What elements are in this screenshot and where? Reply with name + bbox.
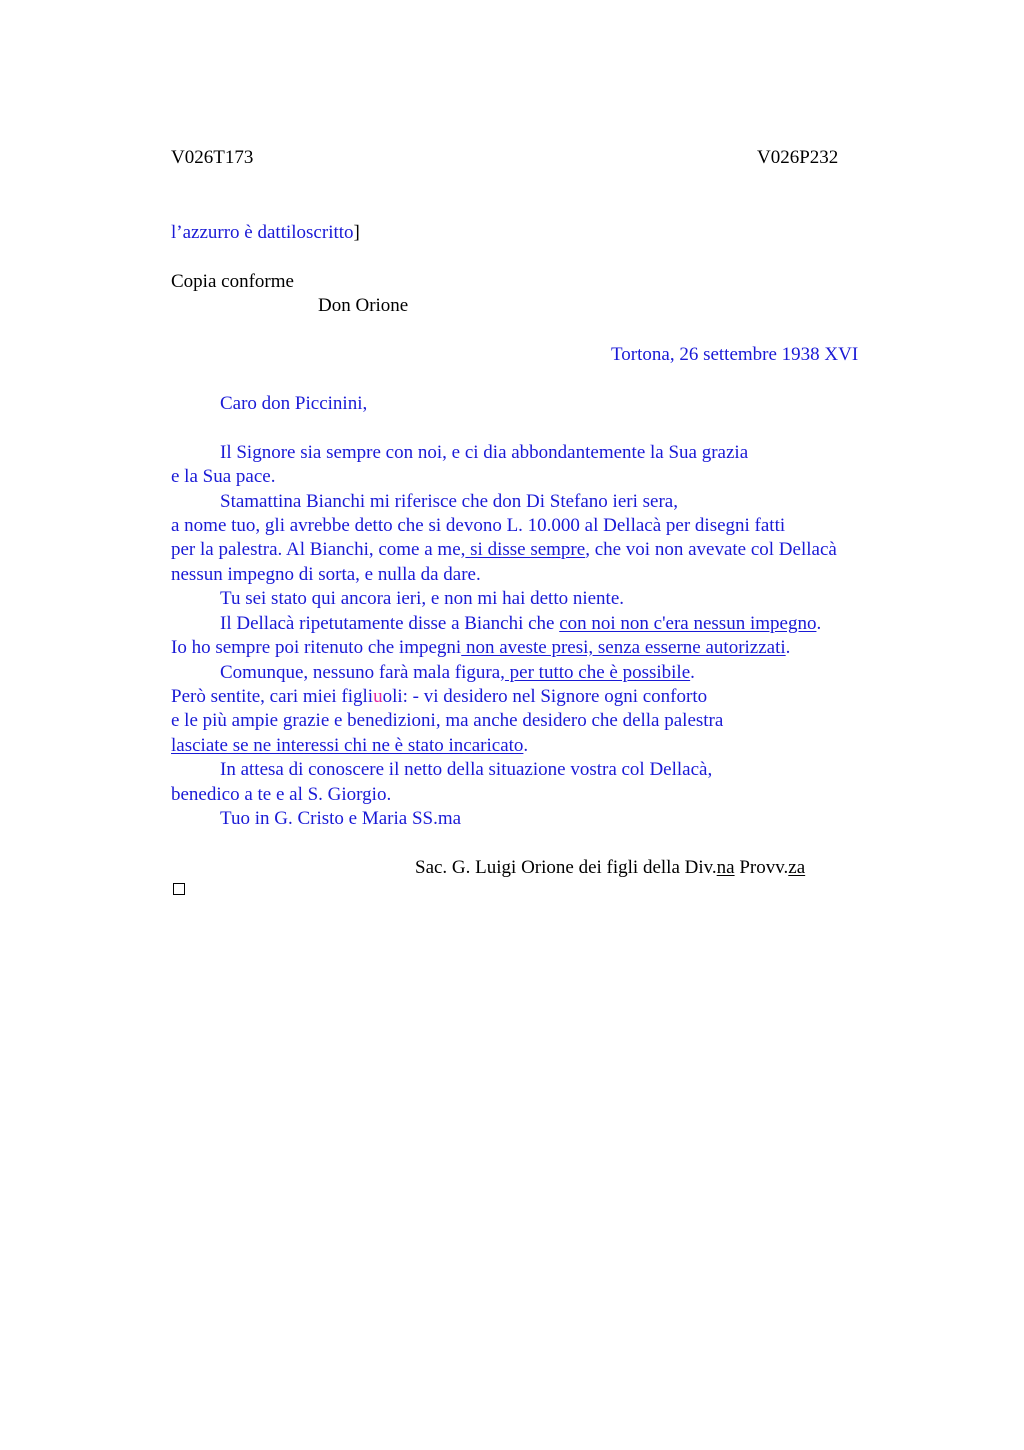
body-line-13 (171, 735, 528, 757)
body-line-5-start: per la palestra. Al Bianchi, come a me, (171, 539, 466, 560)
body-line-10-start: Comunque, nessuno farà mala figura, (220, 662, 505, 683)
signature (415, 857, 805, 879)
body-line-5 (171, 539, 837, 561)
body-line-1: Il Signore sia sempre con noi, e ci dia abbondantemente la Sua grazia (220, 442, 749, 463)
underlined-phrase: non aveste presi, senza esserne autorizzati (461, 637, 786, 658)
underlined-phrase: lasciate se ne interessi chi ne è stato incaricato (171, 735, 524, 756)
body-line-8-end: . (816, 613, 822, 634)
editorial-note-text: l’azzurro è dattiloscritto (171, 222, 354, 243)
dateline: Tortona, 26 settembre 1938 XVI (611, 344, 859, 365)
body-line-14: In attesa di conoscere il netto della situazione vostra col Dellacà, (220, 759, 713, 780)
underlined-phrase: per tutto che è possibile (504, 662, 691, 683)
body-line-9-end: . (785, 637, 791, 658)
empty-square-icon (173, 883, 185, 895)
body-line-15: benedico a te e al S. Giorgio. (171, 784, 392, 805)
body-line-11 (171, 686, 707, 708)
editorial-note-bracket: ] (353, 222, 360, 243)
body-line-8 (220, 613, 821, 635)
copy-conformity: Copia conforme (171, 271, 294, 292)
body-line-7: Tu sei stato qui ancora ieri, e non mi hai detto niente. (220, 588, 625, 609)
volume-code-right: V026P232 (757, 147, 839, 168)
body-line-3: Stamattina Bianchi mi riferisce che don Di Stefano ieri sera, (220, 491, 678, 512)
underlined-phrase: con noi non c'era nessun impegno (559, 613, 817, 634)
signature-abbrev-1: na (716, 857, 735, 878)
body-line-10-end: . (690, 662, 695, 683)
body-line-13-end: . (523, 735, 529, 756)
body-line-11-end: oli: - vi desidero nel Signore ogni conforto (382, 686, 708, 707)
body-line-2: e la Sua pace. (171, 466, 276, 487)
volume-code-left: V026T173 (171, 147, 254, 168)
body-line-11-start: Però sentite, cari miei figli (171, 686, 374, 707)
body-line-5-end: , che voi non avevate col Dellacà (585, 539, 837, 560)
closing: Tuo in G. Cristo e Maria SS.ma (220, 808, 462, 829)
body-line-8-start: Il Dellacà ripetutamente disse a Bianchi che (220, 613, 560, 634)
body-line-10 (220, 662, 695, 684)
underlined-phrase: si disse sempre (465, 539, 586, 560)
signature-text: Sac. G. Luigi Orione dei figli della Div. (415, 857, 717, 878)
editorial-note (171, 222, 360, 244)
signature-text-2: Provv. (734, 857, 789, 878)
body-line-6: nessun impegno di sorta, e nulla da dare. (171, 564, 481, 585)
body-line-4: a nome tuo, gli avrebbe detto che si devono L. 10.000 al Dellacà per disegni fatti (171, 515, 786, 536)
signature-abbrev-2: za (788, 857, 806, 878)
highlighted-letter: u (373, 686, 383, 707)
body-line-9 (171, 637, 790, 659)
copy-conformity-name: Don Orione (318, 295, 409, 316)
salutation: Caro don Piccinini, (220, 393, 368, 414)
body-line-9-start: Io ho sempre poi ritenuto che impegni (171, 637, 462, 658)
body-line-12: e le più ampie grazie e benedizioni, ma anche desidero che della palestra (171, 710, 724, 731)
